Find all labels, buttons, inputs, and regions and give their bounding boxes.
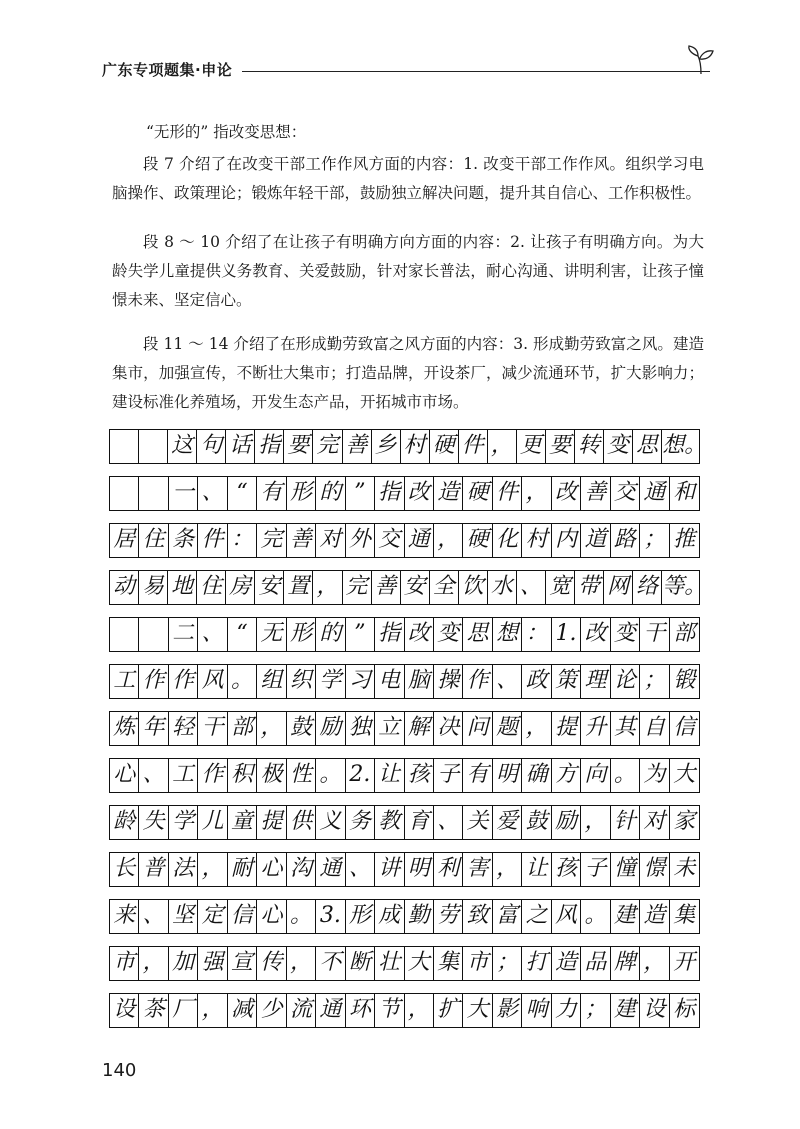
grid-cell: 组 [257, 665, 286, 698]
grid-cell: 无 [257, 618, 286, 651]
grid-cell: 、 [346, 853, 375, 886]
grid-cell: ， [257, 712, 286, 745]
grid-cell: 句 [197, 430, 226, 463]
grid-cell: 童 [228, 806, 257, 839]
grid-cell [139, 477, 168, 510]
grid-cell: 形 [287, 477, 316, 510]
grid-cell: 造 [640, 900, 669, 933]
grid-cell: 完 [313, 430, 342, 463]
grid-cell: 强 [198, 947, 227, 980]
grid-cell: 。 [581, 900, 610, 933]
grid-cell: 提 [257, 806, 286, 839]
grid-cell: 想 [493, 618, 522, 651]
grid-cell: 市 [110, 947, 139, 980]
grid-cell: 化 [493, 524, 522, 557]
grid-cell: 憬 [640, 853, 669, 886]
grid-cell: ” [346, 477, 375, 510]
intro-line: “无形的” 指改变思想： [146, 123, 307, 141]
grid-cell: 育 [405, 806, 434, 839]
grid-cell: 鼓 [522, 806, 551, 839]
grid-cell: 学 [169, 806, 198, 839]
grid-cell: ， [488, 430, 517, 463]
grid-cell: 子 [434, 759, 463, 792]
grid-cell: ， [493, 853, 522, 886]
grid-cell: 信 [673, 715, 696, 740]
grid-cell: 爱 [493, 806, 522, 839]
grid-cell: 变 [611, 618, 640, 651]
grid-cell: 流 [287, 994, 316, 1027]
grid-cell: 路 [611, 524, 640, 557]
grid-cell: 交 [375, 524, 404, 557]
grid-cell: 供 [287, 806, 316, 839]
grid-cell: 有 [463, 759, 492, 792]
grid-cell: 成 [375, 900, 404, 933]
header-title: 广东专项题集·申论 [102, 61, 233, 79]
grid-cell: 策 [552, 665, 581, 698]
grid-cell: 龄 [110, 806, 139, 839]
grid-cell: 标 [673, 997, 696, 1022]
grid-cell: 不 [316, 947, 345, 980]
grid-cell: 其 [611, 712, 640, 745]
grid-row [109, 570, 707, 605]
grid-cell: 水 [488, 571, 517, 604]
grid-cell: 干 [640, 618, 669, 651]
grid-cell: ； [493, 947, 522, 980]
grid-cell: 为 [640, 759, 669, 792]
grid-cell: 传 [257, 947, 286, 980]
grid-cell: 利 [434, 853, 463, 886]
grid-cell: 壮 [375, 947, 404, 980]
grid-cell: 部 [228, 712, 257, 745]
grid-cell: 理 [581, 665, 610, 698]
grid-cell: 地 [168, 571, 197, 604]
grid-cell: 转 [575, 430, 604, 463]
grid-cell: 织 [287, 665, 316, 698]
grid-cell: 务 [346, 806, 375, 839]
grid-cell: 大 [405, 947, 434, 980]
grid-cell: 大 [673, 762, 696, 787]
grid-cell: 二 [169, 618, 198, 651]
grid-cell: 操 [434, 665, 463, 698]
grid-cell [110, 430, 139, 463]
grid-cell: ， [198, 994, 227, 1027]
paragraph-segment-8-10: 段 8 ～ 10 介绍了在让孩子有明确方向方面的内容：2. 让孩子有明确方向。为大龄失学儿童提供义务教育、关爱鼓励，针对家长普法，耐心沟通、讲明利害，让孩子憧憬未来、坚定信心。 [112, 233, 704, 309]
grid-cell: 响 [522, 994, 551, 1027]
grid-cell: ， [198, 853, 227, 886]
grid-cell: 少 [257, 994, 286, 1027]
grid-row [109, 758, 700, 793]
grid-cell: ， [287, 947, 316, 980]
grid-cell: 之 [522, 900, 551, 933]
grid-cell: 集 [434, 947, 463, 980]
grid-cell: 置 [284, 571, 313, 604]
grid-cell: 饮 [459, 571, 488, 604]
grid-cell: ， [139, 947, 168, 980]
grid-cell: 提 [552, 712, 581, 745]
grid-cell: 思 [633, 430, 662, 463]
grid-cell: 有 [257, 477, 286, 510]
grid-cell: 3. [316, 900, 345, 933]
grid-cell: 炼 [110, 712, 139, 745]
grid-cell: 通 [316, 994, 345, 1027]
grid-cell: 动 [110, 571, 139, 604]
grid-cell: ： [522, 618, 551, 651]
grid-cell: 习 [346, 665, 375, 698]
grid-cell: ； [581, 994, 610, 1027]
grid-cell: 教 [375, 806, 404, 839]
grid-cell: 方 [552, 759, 581, 792]
grid-cell: 道 [581, 524, 610, 557]
grid-cell: 减 [228, 994, 257, 1027]
grid-cell: 改 [552, 477, 581, 510]
grid-cell: 设 [640, 994, 669, 1027]
grid-cell: 节 [375, 994, 404, 1027]
grid-cell: 、 [493, 665, 522, 698]
grid-cell: 、 [434, 806, 463, 839]
grid-cell: 。 [316, 759, 345, 792]
grid-cell: 孩 [405, 759, 434, 792]
grid-cell: 断 [346, 947, 375, 980]
grid-cell: 带 [575, 571, 604, 604]
grid-cell: 善 [581, 477, 610, 510]
grid-cell: 话 [226, 430, 255, 463]
grid-row [109, 711, 700, 746]
grid-row [109, 617, 700, 652]
grid-cell: 变 [604, 430, 633, 463]
grid-cell: 打 [522, 947, 551, 980]
grid-cell: 村 [401, 430, 430, 463]
grid-cell: 工 [169, 759, 198, 792]
grid-cell: 改 [405, 618, 434, 651]
grid-cell: 让 [375, 759, 404, 792]
grid-cell: 善 [287, 524, 316, 557]
grid-cell: 憧 [611, 853, 640, 886]
grid-cell: 立 [375, 712, 404, 745]
grid-cell: ， [434, 524, 463, 557]
grid-cell: 沟 [287, 853, 316, 886]
grid-cell: 、 [517, 571, 546, 604]
grid-cell: 加 [169, 947, 198, 980]
grid-cell: 要 [546, 430, 575, 463]
grid-cell: 易 [139, 571, 168, 604]
grid-cell: 电 [375, 665, 404, 698]
grid-cell: 善 [372, 571, 401, 604]
grid-row [109, 476, 700, 511]
grid-cell: 乡 [372, 430, 401, 463]
grid-cell: 决 [434, 712, 463, 745]
grid-cell: 要 [284, 430, 313, 463]
grid-cell: 房 [226, 571, 255, 604]
grid-cell: 思 [463, 618, 492, 651]
grid-cell: 建 [611, 994, 640, 1027]
grid-cell: 一 [169, 477, 198, 510]
grid-cell: ， [522, 712, 551, 745]
grid-cell: 自 [640, 712, 669, 745]
grid-cell: 推 [673, 527, 696, 552]
grid-cell: 安 [401, 571, 430, 604]
grid-cell: 开 [673, 950, 696, 975]
grid-cell: 子 [581, 853, 610, 886]
grid-cell: 题 [493, 712, 522, 745]
grid-cell: 义 [316, 806, 345, 839]
grid-cell: 作 [198, 759, 227, 792]
grid-cell: 住 [139, 524, 168, 557]
grid-cell: 法 [169, 853, 198, 886]
running-header [102, 60, 722, 84]
grid-cell: 心 [257, 900, 286, 933]
grid-cell: 硬 [430, 430, 459, 463]
grid-cell: ， [640, 947, 669, 980]
grid-cell: 励 [552, 806, 581, 839]
grid-cell: 升 [581, 712, 610, 745]
grid-row [109, 852, 700, 887]
grid-cell: 、 [139, 759, 168, 792]
grid-cell: 内 [552, 524, 581, 557]
grid-cell: 这 [168, 430, 197, 463]
grid-cell: 、 [198, 618, 227, 651]
grid-cell: 脑 [405, 665, 434, 698]
paragraph-segment-7: 段 7 介绍了在改变干部工作作风方面的内容：1. 改变干部工作作风。组织学习电脑操作、政策理论；锻炼年轻干部，鼓励独立解决问题，提升其自信心、工作积极性。 [112, 155, 704, 202]
grid-cell: 失 [139, 806, 168, 839]
grid-cell: 家 [673, 809, 696, 834]
grid-row [109, 899, 700, 934]
grid-cell: 性 [287, 759, 316, 792]
grid-cell: ； [640, 665, 669, 698]
grid-cell: 交 [611, 477, 640, 510]
grid-row [109, 993, 700, 1028]
grid-cell: 和 [673, 480, 696, 505]
grid-row [109, 805, 700, 840]
grid-cell: 的 [316, 618, 345, 651]
grid-cell: 问 [463, 712, 492, 745]
grid-cell: 轻 [169, 712, 198, 745]
grid-cell: ” [346, 618, 375, 651]
grid-cell: 通 [640, 477, 669, 510]
grid-cell: 想。 [662, 433, 707, 458]
grid-cell: 鼓 [287, 712, 316, 745]
grid-cell: 建 [611, 900, 640, 933]
grid-cell: 学 [316, 665, 345, 698]
grid-cell: 宽 [546, 571, 575, 604]
grid-cell: 信 [228, 900, 257, 933]
grid-cell: 改 [581, 618, 610, 651]
grid-cell: 来 [110, 900, 139, 933]
grid-cell: 励 [316, 712, 345, 745]
grid-cell: 网 [604, 571, 633, 604]
grid-cell: 厂 [169, 994, 198, 1027]
grid-cell: 硬 [463, 524, 492, 557]
grid-cell: 村 [522, 524, 551, 557]
grid-cell: ， [581, 806, 610, 839]
grid-cell: 指 [375, 618, 404, 651]
grid-cell: 。 [287, 900, 316, 933]
grid-cell: 的 [316, 477, 345, 510]
grid-row [109, 429, 707, 464]
grid-cell: 对 [316, 524, 345, 557]
grid-cell: 极 [257, 759, 286, 792]
grid-cell: 1. [552, 618, 581, 651]
grid-cell: 、 [198, 477, 227, 510]
grid-cell: 通 [405, 524, 434, 557]
grid-cell: 心 [110, 759, 139, 792]
grid-cell: “ [228, 477, 257, 510]
grid-cell: 牌 [611, 947, 640, 980]
grid-cell: 致 [463, 900, 492, 933]
grid-cell: 2. [346, 759, 375, 792]
grid-cell: 环 [346, 994, 375, 1027]
grid-cell: 作 [169, 665, 198, 698]
grid-cell: 锻 [673, 668, 696, 693]
grid-cell: 让 [522, 853, 551, 886]
grid-cell [110, 618, 139, 651]
grid-cell: 未 [673, 856, 696, 881]
grid-cell: 络 [633, 571, 662, 604]
grid-cell: 造 [434, 477, 463, 510]
grid-cell: 政 [522, 665, 551, 698]
grid-cell: 变 [434, 618, 463, 651]
grid-cell: 确 [522, 759, 551, 792]
grid-cell: 善 [343, 430, 372, 463]
grid-cell: 普 [139, 853, 168, 886]
grid-cell: 更 [517, 430, 546, 463]
grid-cell: 讲 [375, 853, 404, 886]
grid-cell: 等。 [662, 574, 707, 599]
grid-cell: 明 [493, 759, 522, 792]
grid-cell: 件 [493, 477, 522, 510]
paragraph-segment-11-14: 段 11 ～ 14 介绍了在形成勤劳致富之风方面的内容：3. 形成勤劳致富之风。建造集市，加强宣传，不断壮大集市；打造品牌，开设茶厂，减少流通环节，扩大影响力；建设标准化养殖场，开发生态产品，开拓城市市场。 [112, 335, 704, 411]
grid-cell: 住 [197, 571, 226, 604]
grid-cell: 干 [198, 712, 227, 745]
grid-cell: 硬 [463, 477, 492, 510]
grid-cell: 论 [611, 665, 640, 698]
grid-cell: 市 [463, 947, 492, 980]
grid-cell: 品 [581, 947, 610, 980]
grid-cell [110, 477, 139, 510]
grid-cell: 向 [581, 759, 610, 792]
grid-cell: 外 [346, 524, 375, 557]
grid-cell: 富 [493, 900, 522, 933]
grid-cell [139, 618, 168, 651]
grid-row [109, 664, 700, 699]
grid-cell: 劳 [434, 900, 463, 933]
grid-cell: 设 [110, 994, 139, 1027]
grid-cell: 解 [405, 712, 434, 745]
grid-cell: ： [228, 524, 257, 557]
grid-cell: 年 [139, 712, 168, 745]
grid-cell: 坚 [169, 900, 198, 933]
grid-cell: 。 [228, 665, 257, 698]
grid-cell: 件 [198, 524, 227, 557]
grid-cell: 改 [405, 477, 434, 510]
grid-cell: 明 [405, 853, 434, 886]
grid-cell: 条 [169, 524, 198, 557]
grid-cell: “ [228, 618, 257, 651]
grid-cell: 作 [463, 665, 492, 698]
grid-cell: 长 [110, 853, 139, 886]
grid-cell: 指 [255, 430, 284, 463]
grid-cell: 关 [463, 806, 492, 839]
grid-cell: 安 [255, 571, 284, 604]
grid-cell: 风 [552, 900, 581, 933]
grid-cell: 耐 [228, 853, 257, 886]
grid-cell: 定 [198, 900, 227, 933]
grid-cell: 指 [375, 477, 404, 510]
grid-cell: 全 [430, 571, 459, 604]
grid-cell: 。 [611, 759, 640, 792]
grid-cell: 独 [346, 712, 375, 745]
grid-cell: 大 [463, 994, 492, 1027]
grid-cell: ； [640, 524, 669, 557]
grid-cell: 通 [316, 853, 345, 886]
grid-row [109, 523, 700, 558]
grid-cell: 完 [343, 571, 372, 604]
grid-cell: 部 [673, 621, 696, 646]
header-rule [242, 71, 710, 72]
grid-cell: 力 [552, 994, 581, 1027]
grid-cell: 影 [493, 994, 522, 1027]
grid-cell: 作 [139, 665, 168, 698]
grid-cell: 集 [673, 903, 696, 928]
grid-cell: 造 [552, 947, 581, 980]
grid-cell: 居 [110, 524, 139, 557]
grid-cell: 害 [463, 853, 492, 886]
grid-cell: 积 [228, 759, 257, 792]
grid-cell: 风 [198, 665, 227, 698]
grid-cell: 工 [110, 665, 139, 698]
grid-cell: ， [405, 994, 434, 1027]
grid-cell: 针 [611, 806, 640, 839]
grid-cell: 勤 [405, 900, 434, 933]
page-number: 140 [102, 1060, 137, 1081]
grid-cell: 茶 [139, 994, 168, 1027]
grid-row [109, 946, 700, 981]
grid-cell: 、 [139, 900, 168, 933]
grid-cell: 孩 [552, 853, 581, 886]
grid-cell: 形 [287, 618, 316, 651]
grid-cell: 件 [459, 430, 488, 463]
grid-cell: 心 [257, 853, 286, 886]
sprout-icon [686, 44, 716, 76]
grid-cell [139, 430, 168, 463]
grid-cell: ， [313, 571, 342, 604]
grid-cell: 完 [257, 524, 286, 557]
grid-cell: 宣 [228, 947, 257, 980]
grid-cell: 对 [640, 806, 669, 839]
grid-cell: 扩 [434, 994, 463, 1027]
grid-cell: 儿 [198, 806, 227, 839]
grid-cell: 形 [346, 900, 375, 933]
grid-cell: ， [522, 477, 551, 510]
